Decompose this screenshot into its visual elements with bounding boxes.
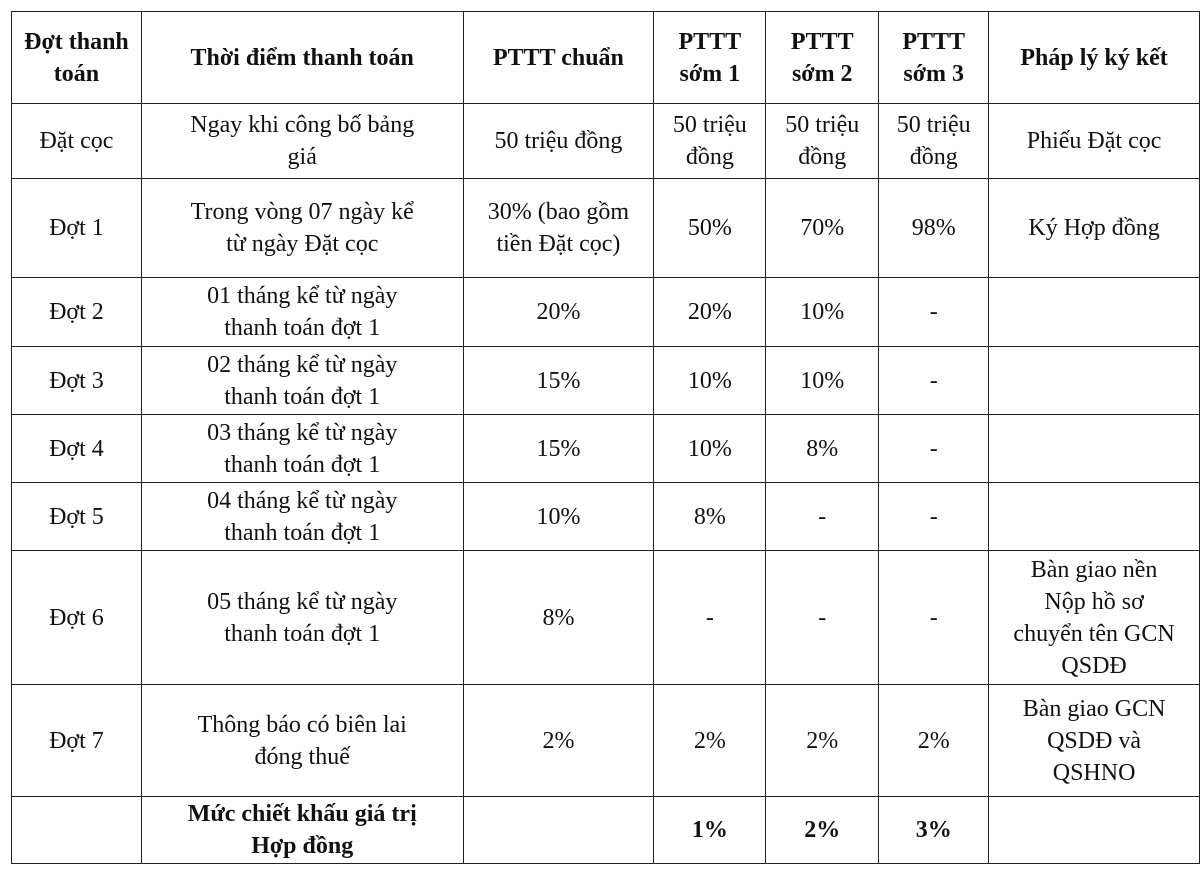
cell-batch [12,104,142,179]
cell-text-line: 02 tháng kể từ ngày [207,351,398,378]
cell-text-line: Hợp đồng [251,833,354,859]
cell-text-line: thanh toán đợt 1 [224,620,381,647]
payment-schedule-table [11,11,1200,864]
cell-text-line: 20% [687,299,732,325]
cell-legal [989,797,1200,864]
cell-text-line: 2% [917,727,950,754]
cell-early-1 [654,551,766,685]
cell-text-line: Ký Hợp đồng [1028,215,1160,241]
cell-early-1 [654,415,766,483]
cell-text-line: sớm 1 [679,60,741,87]
header-legal [989,12,1200,104]
header-early-3 [879,12,989,104]
cell-legal [989,483,1200,551]
cell-early-3 [879,415,989,483]
cell-text-line: sớm 3 [903,60,964,87]
cell-text-line: 50% [687,215,732,241]
cell-text-line: thanh toán đợt 1 [224,519,381,546]
cell-standard [463,797,654,864]
cell-text-line: 05 tháng kể từ ngày [207,588,398,615]
cell-text-line: thanh toán đợt 1 [224,451,381,478]
cell-text-line: 04 tháng kể từ ngày [207,487,398,514]
cell-text-line: 98% [911,215,956,241]
header-early-1 [654,12,766,104]
cell-payment-time [141,685,463,797]
cell-text-line: 3% [915,817,952,843]
cell-batch [12,797,142,864]
cell-text-line: Đợt 6 [49,604,104,631]
cell-payment-time [141,415,463,483]
cell-text-line: giá [287,144,317,170]
cell-batch [12,685,142,797]
cell-text-line: Nộp hồ sơ [1044,588,1144,615]
cell-early-2 [766,685,879,797]
cell-text-line: 01 tháng kể từ ngày [207,283,398,309]
cell-early-3 [879,483,989,551]
cell-early-1 [654,278,766,347]
cell-text-line: 15% [536,435,581,462]
cell-text-line: 8% [542,604,575,631]
cell-text-line: 50 triệu đồng [494,128,623,154]
cell-text-line: 2% [804,817,841,843]
cell-early-3 [879,179,989,278]
cell-payment-time [141,278,463,347]
cell-text-line: Trong vòng 07 ngày kể [190,199,414,225]
cell-standard [463,483,654,551]
cell-legal [989,347,1200,415]
cell-text-line: Mức chiết khấu giá trị [187,801,417,827]
cell-text-line: 20% [536,299,581,325]
cell-payment-time [141,179,463,278]
cell-text-line: đóng thuế [254,743,350,770]
cell-text-line: QSDĐ [1061,652,1127,679]
cell-text-line: 70% [800,215,845,241]
cell-early-2 [766,551,879,685]
cell-text-line: Đợt 3 [49,367,104,394]
cell-text-line: Đặt cọc [39,128,114,154]
cell-legal [989,278,1200,347]
cell-text-line: 03 tháng kể từ ngày [207,419,398,446]
table-row [12,347,1200,415]
cell-standard [463,179,654,278]
cell-legal [989,551,1200,685]
cell-standard [463,347,654,415]
cell-text-line: 2% [806,727,839,754]
cell-early-2 [766,179,879,278]
cell-text-line: Thông báo có biên lai [197,711,407,738]
cell-standard [463,551,654,685]
cell-text-line: đồng [909,144,958,170]
table-row [12,685,1200,797]
header-batch [12,12,142,104]
cell-text-line: Pháp lý ký kết [1020,44,1168,71]
cell-text-line: QSDĐ và [1047,727,1142,754]
table-row [12,483,1200,551]
cell-early-3 [879,104,989,179]
cell-text-line: Đợt 2 [49,299,104,325]
table-row [12,278,1200,347]
cell-early-2 [766,104,879,179]
cell-early-3 [879,797,989,864]
cell-text-line: 2% [542,727,575,754]
cell-legal [989,415,1200,483]
header-row [12,12,1200,104]
cell-early-3 [879,347,989,415]
cell-text-line: sớm 2 [791,60,853,87]
cell-text-line: Đợt 1 [49,215,104,241]
cell-text-line: PTTT [790,28,854,55]
cell-legal [989,179,1200,278]
cell-text-line: từ ngày Đặt cọc [226,231,379,257]
cell-text-line: tiền Đặt cọc) [496,231,621,257]
cell-payment-time [141,104,463,179]
cell-payment-time [141,551,463,685]
table-row [12,415,1200,483]
cell-text-line: PTTT [678,28,742,55]
cell-text-line: 15% [536,367,581,394]
cell-text-line: PTTT [902,28,966,55]
cell-text-line: 30% (bao gồm [487,199,630,225]
cell-text-line: 10% [800,367,845,394]
cell-early-3 [879,551,989,685]
cell-early-2 [766,415,879,483]
cell-early-2 [766,278,879,347]
cell-text-line: đồng [685,144,734,170]
cell-text-line: 10% [687,367,732,394]
cell-text-line: Bàn giao nền [1030,556,1158,583]
cell-early-3 [879,685,989,797]
cell-early-2 [766,347,879,415]
cell-batch [12,278,142,347]
cell-batch [12,415,142,483]
cell-text-line: 50 triệu [672,112,747,138]
cell-early-2 [766,483,879,551]
cell-text-line: 8% [693,503,726,530]
cell-early-1 [654,483,766,551]
cell-payment-time [141,483,463,551]
cell-legal [989,685,1200,797]
cell-text-line: Ngay khi công bố bảng [190,112,415,138]
cell-text-line: chuyển tên GCN [1013,620,1175,647]
cell-text-line: Thời điểm thanh toán [190,44,414,71]
table-row [12,179,1200,278]
table-body [12,104,1200,864]
cell-text-line: Phiếu Đặt cọc [1026,128,1162,154]
cell-early-1 [654,104,766,179]
cell-text-line: - [929,604,938,631]
cell-text-line: 10% [687,435,732,462]
cell-early-1 [654,797,766,864]
cell-text-line: Đợt thanh [24,28,129,55]
cell-text-line: 10% [536,503,581,530]
cell-standard [463,415,654,483]
cell-text-line: Bàn giao GCN [1022,695,1166,722]
cell-text-line: 10% [800,299,845,325]
header-early-2 [766,12,879,104]
cell-text-line: thanh toán đợt 1 [224,315,381,341]
cell-text-line: - [929,367,938,394]
cell-payment-time [141,797,463,864]
cell-text-line: - [818,503,827,530]
cell-text-line: thanh toán đợt 1 [224,383,381,410]
cell-text-line: Đợt 5 [49,503,104,530]
cell-early-2 [766,797,879,864]
cell-text-line: - [929,503,938,530]
cell-early-1 [654,685,766,797]
cell-text-line: đồng [798,144,847,170]
header-payment-time [141,12,463,104]
cell-text-line: - [929,435,938,462]
cell-text-line: 50 triệu [785,112,860,138]
cell-early-1 [654,347,766,415]
cell-text-line: 50 triệu [896,112,971,138]
header-standard [463,12,654,104]
cell-text-line: PTTT chuẩn [492,44,624,71]
cell-standard [463,104,654,179]
cell-text-line: - [705,604,714,631]
cell-batch [12,483,142,551]
cell-text-line: - [929,299,938,325]
cell-text-line: toán [53,60,100,87]
cell-early-3 [879,278,989,347]
cell-text-line: 1% [691,817,728,843]
cell-text-line: QSHNO [1052,759,1136,786]
cell-batch [12,179,142,278]
cell-text-line: - [818,604,827,631]
cell-batch [12,347,142,415]
table-row [12,551,1200,685]
cell-standard [463,685,654,797]
cell-standard [463,278,654,347]
table-row [12,797,1200,864]
cell-batch [12,551,142,685]
cell-text-line: 2% [693,727,726,754]
cell-text-line: 8% [806,435,839,462]
table-row [12,104,1200,179]
cell-early-1 [654,179,766,278]
cell-payment-time [141,347,463,415]
cell-text-line: Đợt 4 [49,435,104,462]
cell-text-line: Đợt 7 [49,727,104,754]
cell-legal [989,104,1200,179]
